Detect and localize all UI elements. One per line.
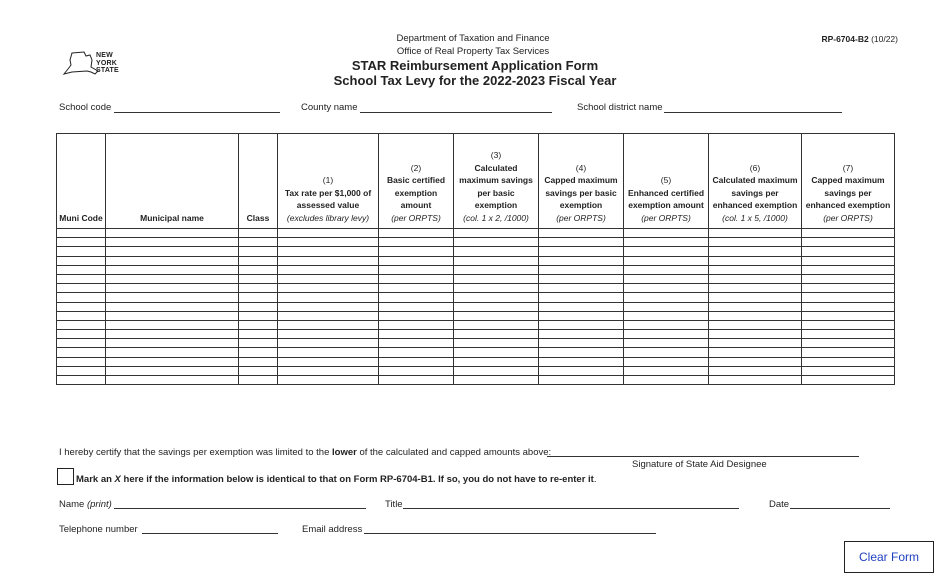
- table-cell-input[interactable]: [454, 311, 539, 320]
- table-cell-input[interactable]: [239, 366, 278, 375]
- table-cell-input[interactable]: [278, 293, 379, 302]
- table-cell-input[interactable]: [57, 339, 106, 348]
- table-cell-input[interactable]: [539, 247, 624, 256]
- table-cell-input[interactable]: [278, 265, 379, 274]
- table-cell-input[interactable]: [539, 311, 624, 320]
- table-cell-input[interactable]: [57, 366, 106, 375]
- table-cell-input[interactable]: [278, 320, 379, 329]
- certify-bold-word: lower: [332, 447, 357, 458]
- table-cell-input[interactable]: [624, 376, 709, 385]
- department-name: Department of Taxation and Finance: [396, 33, 550, 44]
- column-number: (1): [322, 175, 334, 185]
- table-cell-input[interactable]: [624, 357, 709, 366]
- table-row: [57, 256, 895, 265]
- column-note: (col. 1 x 5, /1000): [722, 212, 788, 223]
- table-cell-input[interactable]: [624, 320, 709, 329]
- signature-field[interactable]: [547, 445, 859, 457]
- table-cell-input[interactable]: [802, 366, 895, 375]
- table-cell-input[interactable]: [802, 339, 895, 348]
- table-cell-input[interactable]: [454, 357, 539, 366]
- table-cell-input[interactable]: [278, 330, 379, 339]
- table-cell-input[interactable]: [539, 284, 624, 293]
- column-label: Tax rate per $1,000 of assessed value: [284, 187, 372, 210]
- table-cell-input[interactable]: [239, 376, 278, 385]
- table-cell-input[interactable]: [57, 293, 106, 302]
- table-cell-input[interactable]: [454, 256, 539, 265]
- column-number: (5): [660, 175, 672, 185]
- table-cell-input[interactable]: [379, 320, 454, 329]
- telephone-field[interactable]: [142, 522, 278, 534]
- table-cell-input[interactable]: [454, 302, 539, 311]
- table-cell-input[interactable]: [106, 274, 239, 283]
- table-cell-input[interactable]: [379, 376, 454, 385]
- table-cell-input[interactable]: [624, 302, 709, 311]
- table-cell-input[interactable]: [239, 357, 278, 366]
- table-cell-input[interactable]: [379, 274, 454, 283]
- column-label: Muni Code: [59, 212, 103, 223]
- table-cell-input[interactable]: [802, 284, 895, 293]
- table-cell-input[interactable]: [106, 366, 239, 375]
- table-cell-input[interactable]: [709, 311, 802, 320]
- table-cell-input[interactable]: [278, 247, 379, 256]
- table-cell-input[interactable]: [379, 256, 454, 265]
- school-district-label: School district name: [577, 102, 663, 113]
- table-cell-input[interactable]: [57, 320, 106, 329]
- table-cell-input[interactable]: [709, 256, 802, 265]
- table-cell-input[interactable]: [278, 274, 379, 283]
- name-label-text: Name: [59, 499, 87, 510]
- table-cell-input[interactable]: [709, 348, 802, 357]
- table-cell-input[interactable]: [624, 238, 709, 247]
- table-cell-input[interactable]: [709, 339, 802, 348]
- table-cell-input[interactable]: [802, 330, 895, 339]
- table-cell-input[interactable]: [454, 348, 539, 357]
- table-cell-input[interactable]: [802, 320, 895, 329]
- date-label: Date: [769, 499, 790, 510]
- column-number: (6): [749, 162, 761, 173]
- column-note: (per ORPTS): [556, 212, 606, 223]
- table-cell-input[interactable]: [278, 339, 379, 348]
- table-cell-input[interactable]: [539, 330, 624, 339]
- email-label: Email address: [302, 524, 363, 535]
- county-name-label: County name: [301, 102, 358, 113]
- table-cell-input[interactable]: [709, 284, 802, 293]
- table-cell-input[interactable]: [802, 256, 895, 265]
- table-row: [57, 330, 895, 339]
- table-cell-input[interactable]: [624, 293, 709, 302]
- table-cell-input[interactable]: [709, 229, 802, 238]
- table-cell-input[interactable]: [57, 265, 106, 274]
- table-cell-input[interactable]: [379, 229, 454, 238]
- table-cell-input[interactable]: [802, 229, 895, 238]
- logo-word-2: YORK: [96, 59, 118, 67]
- table-cell-input[interactable]: [624, 229, 709, 238]
- table-cell-input[interactable]: [624, 274, 709, 283]
- table-row: [57, 293, 895, 302]
- table-cell-input[interactable]: [624, 256, 709, 265]
- table-cell-input[interactable]: [106, 348, 239, 357]
- column-label: Basic certified exemption amount: [386, 175, 446, 210]
- date-field[interactable]: [790, 497, 890, 509]
- table-cell-input[interactable]: [57, 247, 106, 256]
- table-cell-input[interactable]: [539, 339, 624, 348]
- table-cell-input[interactable]: [278, 357, 379, 366]
- table-cell-input[interactable]: [239, 265, 278, 274]
- table-cell-input[interactable]: [539, 256, 624, 265]
- table-cell-input[interactable]: [539, 302, 624, 311]
- reimbursement-table: [56, 133, 895, 385]
- table-cell-input[interactable]: [106, 284, 239, 293]
- clear-form-button[interactable]: Clear Form: [844, 541, 934, 573]
- column-number: (4): [575, 162, 587, 173]
- column-header: [57, 134, 106, 229]
- table-cell-input[interactable]: [106, 320, 239, 329]
- table-row: [57, 311, 895, 320]
- table-cell-input[interactable]: [106, 357, 239, 366]
- table-row: [57, 238, 895, 247]
- table-cell-input[interactable]: [239, 293, 278, 302]
- table-cell-input[interactable]: [278, 238, 379, 247]
- table-row: [57, 302, 895, 311]
- table-cell-input[interactable]: [239, 320, 278, 329]
- identical-info-label: [76, 474, 596, 485]
- column-label: Calculated maximum savings per enhanced exemption: [712, 175, 798, 210]
- column-label: Class: [246, 212, 270, 223]
- column-note: (per ORPTS): [823, 212, 873, 223]
- table-cell-input[interactable]: [454, 376, 539, 385]
- table-cell-input[interactable]: [624, 348, 709, 357]
- nys-logo: [62, 50, 132, 90]
- table-cell-input[interactable]: [454, 274, 539, 283]
- column-number: (7): [842, 162, 854, 173]
- table-cell-input[interactable]: [379, 265, 454, 274]
- table-cell-input[interactable]: [57, 256, 106, 265]
- column-note: (per ORPTS): [641, 212, 691, 223]
- table-row: [57, 265, 895, 274]
- table-cell-input[interactable]: [709, 302, 802, 311]
- table-cell-input[interactable]: [106, 311, 239, 320]
- table-cell-input[interactable]: [709, 376, 802, 385]
- column-header: [106, 134, 239, 229]
- table-cell-input[interactable]: [239, 330, 278, 339]
- table-cell-input[interactable]: [239, 274, 278, 283]
- table-cell-input[interactable]: [454, 330, 539, 339]
- school-code-field[interactable]: [114, 101, 280, 113]
- school-district-field[interactable]: [664, 101, 842, 113]
- table-cell-input[interactable]: [106, 302, 239, 311]
- table-cell-input[interactable]: [57, 284, 106, 293]
- table-row: [57, 366, 895, 375]
- table-cell-input[interactable]: [454, 247, 539, 256]
- column-header: [539, 134, 624, 229]
- table-cell-input[interactable]: [802, 311, 895, 320]
- table-cell-input[interactable]: [539, 229, 624, 238]
- logo-word-3: STATE: [96, 67, 119, 74]
- table-cell-input[interactable]: [57, 229, 106, 238]
- table-cell-input[interactable]: [106, 247, 239, 256]
- table-cell-input[interactable]: [454, 238, 539, 247]
- table-cell-input[interactable]: [379, 293, 454, 302]
- table-cell-input[interactable]: [709, 238, 802, 247]
- column-header: [802, 134, 895, 229]
- table-cell-input[interactable]: [624, 311, 709, 320]
- table-cell-input[interactable]: [106, 238, 239, 247]
- column-label: Municipal name: [140, 212, 204, 223]
- table-cell-input[interactable]: [57, 311, 106, 320]
- column-label: Enhanced certified exemption amount: [627, 187, 705, 210]
- table-cell-input[interactable]: [278, 366, 379, 375]
- table-cell-input[interactable]: [709, 320, 802, 329]
- table-cell-input[interactable]: [106, 339, 239, 348]
- table-cell-input[interactable]: [379, 366, 454, 375]
- school-code-label: School code: [59, 102, 112, 113]
- column-note: (per ORPTS): [391, 212, 441, 223]
- identical-info-checkbox[interactable]: [57, 468, 74, 485]
- column-header: [239, 134, 278, 229]
- table-row: [57, 320, 895, 329]
- table-cell-input[interactable]: [379, 302, 454, 311]
- table-cell-input[interactable]: [379, 247, 454, 256]
- table-cell-input[interactable]: [239, 311, 278, 320]
- table-cell-input[interactable]: [57, 302, 106, 311]
- table-cell-input[interactable]: [624, 265, 709, 274]
- table-cell-input[interactable]: [709, 330, 802, 339]
- column-header: [278, 134, 379, 229]
- table-cell-input[interactable]: [239, 302, 278, 311]
- table-cell-input[interactable]: [239, 284, 278, 293]
- table-row: [57, 274, 895, 283]
- table-cell-input[interactable]: [802, 265, 895, 274]
- table-cell-input[interactable]: [539, 293, 624, 302]
- certification-text: [59, 447, 551, 458]
- form-number-date: (10/22): [871, 34, 898, 44]
- mark-text-part: Mark an: [76, 474, 115, 485]
- form-number-code: RP-6704-B2: [821, 34, 869, 44]
- table-cell-input[interactable]: [57, 330, 106, 339]
- table-cell-input[interactable]: [709, 366, 802, 375]
- table-cell-input[interactable]: [709, 357, 802, 366]
- table-cell-input[interactable]: [454, 339, 539, 348]
- table-cell-input[interactable]: [239, 256, 278, 265]
- name-field[interactable]: [114, 497, 366, 509]
- mark-text-end: .: [593, 474, 597, 485]
- table-cell-input[interactable]: [57, 238, 106, 247]
- table-cell-input[interactable]: [106, 376, 239, 385]
- table-cell-input[interactable]: [539, 348, 624, 357]
- table-cell-input[interactable]: [278, 284, 379, 293]
- table-cell-input[interactable]: [106, 330, 239, 339]
- title-field[interactable]: [403, 497, 739, 509]
- table-cell-input[interactable]: [539, 366, 624, 375]
- telephone-label: Telephone number: [59, 524, 138, 535]
- table-cell-input[interactable]: [454, 293, 539, 302]
- table-cell-input[interactable]: [106, 229, 239, 238]
- table-row: [57, 376, 895, 385]
- table-cell-input[interactable]: [379, 330, 454, 339]
- table-row: [57, 348, 895, 357]
- column-note: (col. 1 x 2, /1000): [463, 212, 529, 223]
- form-number: [821, 34, 898, 44]
- form-subtitle: School Tax Levy for the 2022-2023 Fiscal Year: [333, 73, 617, 88]
- column-label: Calculated maximum savings per basic exemption: [459, 162, 533, 210]
- table-cell-input[interactable]: [802, 348, 895, 357]
- table-cell-input[interactable]: [624, 366, 709, 375]
- table-cell-input[interactable]: [239, 348, 278, 357]
- table-cell-input[interactable]: [539, 274, 624, 283]
- table-cell-input[interactable]: [539, 357, 624, 366]
- certify-text-part: of the calculated and capped amounts above:: [356, 447, 552, 458]
- table-cell-input[interactable]: [454, 229, 539, 238]
- table-cell-input[interactable]: [57, 357, 106, 366]
- table-cell-input[interactable]: [57, 376, 106, 385]
- table-cell-input[interactable]: [802, 247, 895, 256]
- table-cell-input[interactable]: [278, 302, 379, 311]
- table-cell-input[interactable]: [57, 348, 106, 357]
- table-cell-input[interactable]: [239, 247, 278, 256]
- table-cell-input[interactable]: [379, 357, 454, 366]
- table-cell-input[interactable]: [802, 302, 895, 311]
- column-label: Capped maximum savings per enhanced exemption: [805, 175, 891, 210]
- column-header: [379, 134, 454, 229]
- table-cell-input[interactable]: [379, 339, 454, 348]
- table-cell-input[interactable]: [454, 320, 539, 329]
- table-cell-input[interactable]: [624, 330, 709, 339]
- table-cell-input[interactable]: [278, 348, 379, 357]
- column-note: (excludes library levy): [286, 212, 370, 223]
- signature-label: Signature of State Aid Designee: [632, 459, 767, 470]
- table-cell-input[interactable]: [709, 247, 802, 256]
- table-row: [57, 339, 895, 348]
- table-cell-input[interactable]: [278, 256, 379, 265]
- table-cell-input[interactable]: [239, 229, 278, 238]
- table-cell-input[interactable]: [106, 256, 239, 265]
- table-cell-input[interactable]: [802, 357, 895, 366]
- column-number: (3): [490, 150, 502, 160]
- email-field[interactable]: [364, 522, 656, 534]
- form-title: STAR Reimbursement Application Form: [351, 58, 599, 73]
- table-cell-input[interactable]: [539, 320, 624, 329]
- table-cell-input[interactable]: [454, 265, 539, 274]
- table-cell-input[interactable]: [379, 284, 454, 293]
- title-label: Title: [385, 499, 403, 510]
- name-hint: (print): [86, 499, 112, 510]
- table-cell-input[interactable]: [454, 366, 539, 375]
- column-header: [454, 134, 539, 229]
- table-cell-input[interactable]: [454, 284, 539, 293]
- table-cell-input[interactable]: [624, 247, 709, 256]
- table-cell-input[interactable]: [539, 238, 624, 247]
- county-name-field[interactable]: [360, 101, 552, 113]
- table-cell-input[interactable]: [709, 293, 802, 302]
- table-cell-input[interactable]: [379, 238, 454, 247]
- table-cell-input[interactable]: [624, 339, 709, 348]
- column-header: [709, 134, 802, 229]
- table-row: [57, 284, 895, 293]
- table-row: [57, 229, 895, 238]
- table-cell-input[interactable]: [106, 265, 239, 274]
- table-cell-input[interactable]: [802, 293, 895, 302]
- table-row: [57, 357, 895, 366]
- table-cell-input[interactable]: [379, 348, 454, 357]
- table-cell-input[interactable]: [802, 238, 895, 247]
- column-header: [624, 134, 709, 229]
- table-cell-input[interactable]: [709, 265, 802, 274]
- table-cell-input[interactable]: [802, 376, 895, 385]
- table-cell-input[interactable]: [278, 376, 379, 385]
- table-cell-input[interactable]: [539, 265, 624, 274]
- table-row: [57, 247, 895, 256]
- table-cell-input[interactable]: [624, 284, 709, 293]
- office-name: Office of Real Property Tax Services: [396, 46, 550, 57]
- table-cell-input[interactable]: [239, 238, 278, 247]
- column-number: (2): [410, 162, 422, 173]
- column-label: Capped maximum savings per basic exemption: [544, 175, 618, 210]
- table-cell-input[interactable]: [278, 229, 379, 238]
- table-cell-input[interactable]: [106, 293, 239, 302]
- mark-text-part: here if the information below is identical to that on Form RP-6704-B1. If so, you do not have to re-enter it: [120, 474, 594, 485]
- mark-x: X: [114, 474, 121, 485]
- table-cell-input[interactable]: [802, 274, 895, 283]
- table-cell-input[interactable]: [239, 339, 278, 348]
- table-cell-input[interactable]: [278, 311, 379, 320]
- table-cell-input[interactable]: [57, 274, 106, 283]
- name-label: [59, 499, 112, 510]
- table-cell-input[interactable]: [709, 274, 802, 283]
- logo-word-1: NEW: [96, 52, 113, 59]
- certify-text-part: I hereby certify that the savings per exemption was limited to the: [59, 447, 332, 458]
- table-cell-input[interactable]: [539, 376, 624, 385]
- table-cell-input[interactable]: [379, 311, 454, 320]
